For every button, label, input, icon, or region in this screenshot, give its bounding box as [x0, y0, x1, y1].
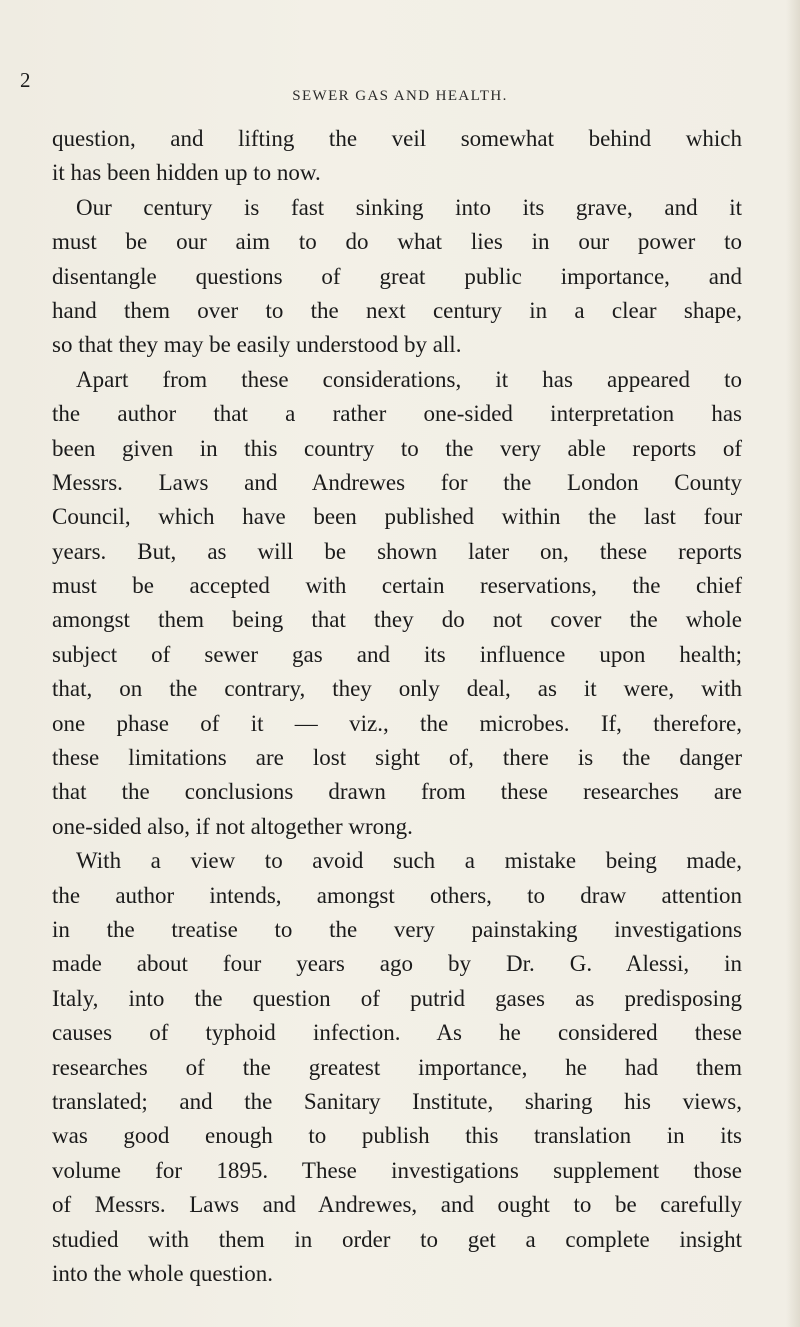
text-line: was good enough to publish this translation in its: [52, 1123, 742, 1149]
text-line: been given in this country to the very able reports of: [52, 435, 742, 461]
text-line: causes of typhoid infection. As he considered these: [52, 1020, 742, 1046]
text-line: volume for 1895. These investigations supplement those: [52, 1157, 742, 1183]
text-line: one phase of it — viz., the microbes. If, therefore,: [52, 710, 742, 736]
text-line: disentangle questions of great public importance, and: [52, 263, 742, 289]
text-line: made about four years ago by Dr. G. Alessi, in: [52, 951, 742, 977]
text-line: Messrs. Laws and Andrewes for the London County: [52, 469, 742, 495]
text-line: that the conclusions drawn from these researches are: [52, 779, 742, 805]
text-line: must be accepted with certain reservations, the chief: [52, 573, 742, 599]
text-line: so that they may be easily understood by all.: [52, 332, 462, 358]
text-line: it has been hidden up to now.: [52, 160, 321, 186]
text-line: must be our aim to do what lies in our power to: [52, 229, 742, 255]
page-number: 2: [20, 68, 31, 92]
running-head: SEWER GAS AND HEALTH.: [292, 88, 508, 104]
text-line: researches of the greatest importance, he had them: [52, 1054, 742, 1080]
text-line: With a view to avoid such a mistake being made,: [76, 848, 742, 874]
text-line: amongst them being that they do not cover the whole: [52, 607, 742, 633]
text-line: Council, which have been published within the last four: [52, 504, 742, 530]
text-line: hand them over to the next century in a clear shape,: [52, 297, 742, 323]
text-line: these limitations are lost sight of, there is the danger: [52, 745, 742, 771]
text-line: one-sided also, if not altogether wrong.: [52, 813, 413, 839]
text-line: translated; and the Sanitary Institute, sharing his views,: [52, 1088, 742, 1114]
text-line: the author that a rather one-sided interpretation has: [52, 401, 742, 427]
text-line: Our century is fast sinking into its grave, and it: [76, 194, 742, 220]
body-text: [52, 122, 742, 1291]
text-line: the author intends, amongst others, to draw attention: [52, 882, 742, 908]
text-line: question, and lifting the veil somewhat behind which: [52, 126, 742, 151]
text-line: Italy, into the question of putrid gases as predisposing: [52, 985, 742, 1011]
page-edge-shadow: [786, 0, 800, 1327]
text-line: years. But, as will be shown later on, these reports: [52, 538, 742, 564]
text-line: Apart from these considerations, it has appeared to: [76, 366, 742, 392]
text-line: subject of sewer gas and its influence upon health;: [52, 641, 742, 667]
text-line: in the treatise to the very painstaking investigations: [52, 916, 742, 942]
text-line: that, on the contrary, they only deal, as it were, with: [52, 676, 742, 702]
text-line: studied with them in order to get a complete insight: [52, 1226, 742, 1252]
text-line: into the whole question.: [52, 1260, 274, 1286]
text-line: of Messrs. Laws and Andrewes, and ought to be carefully: [52, 1192, 742, 1218]
